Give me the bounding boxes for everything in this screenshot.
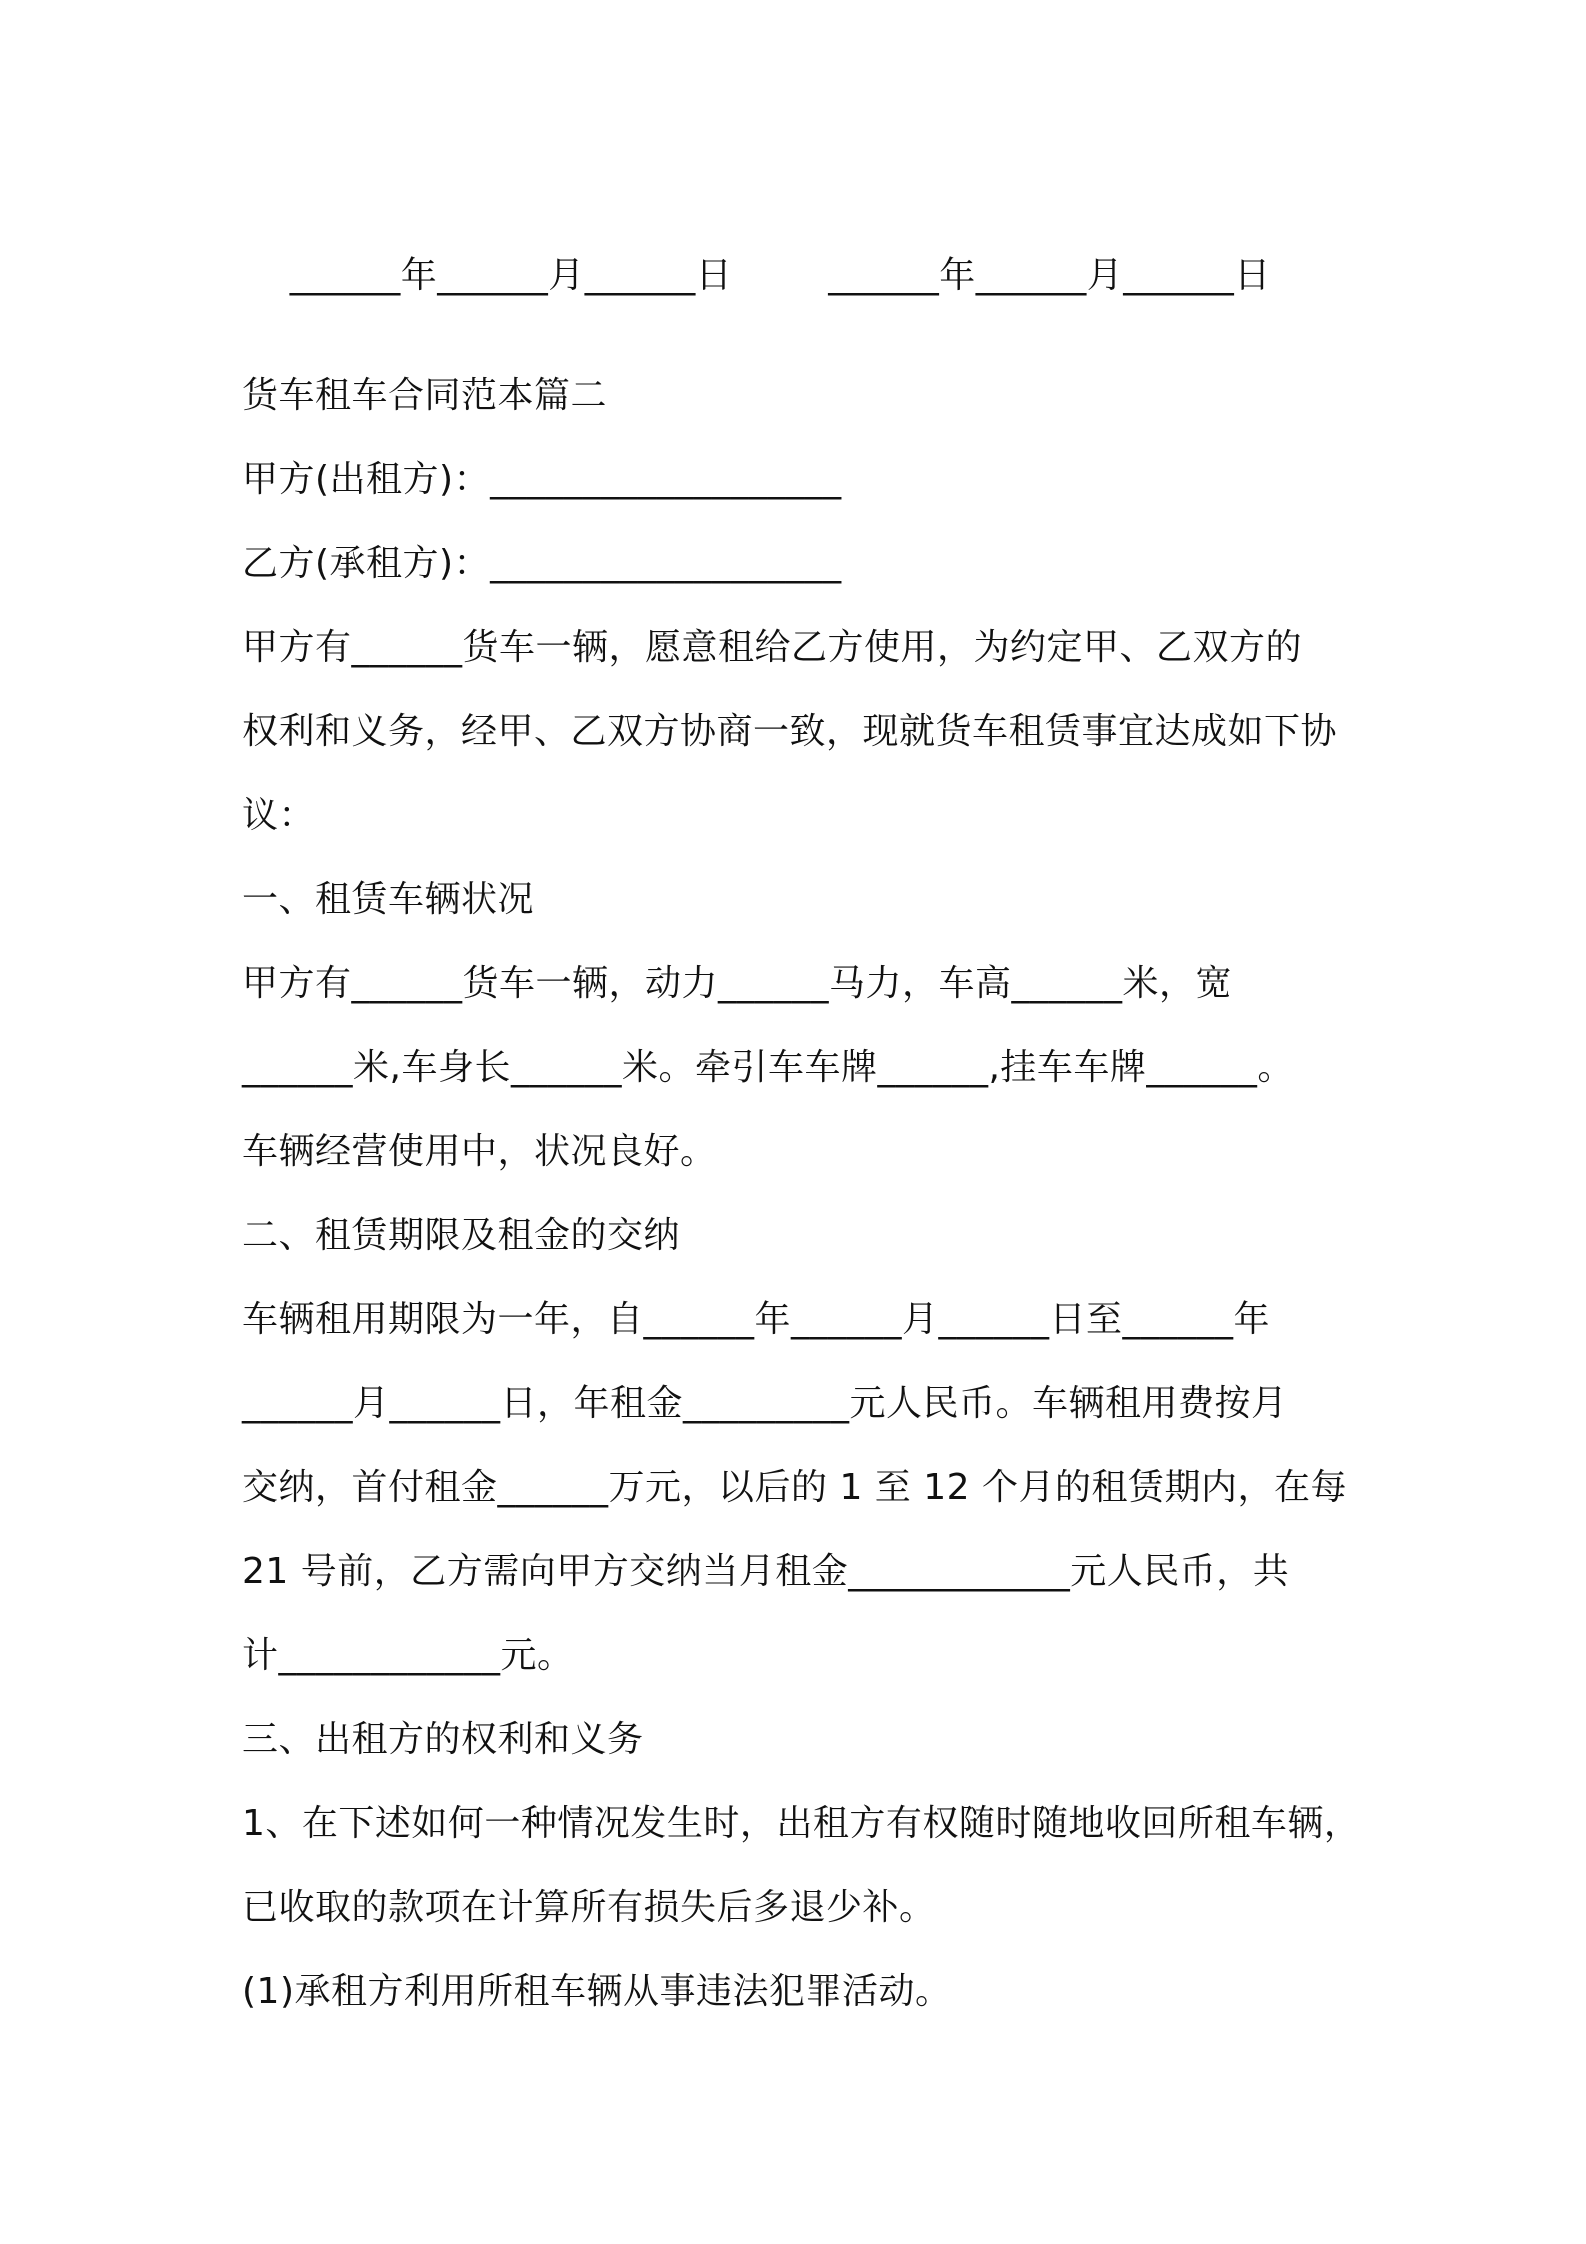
party-a-line: 甲方(出租方)：___________________ [242, 459, 842, 500]
intro-line: 权利和义务，经甲、乙双方协商一致，现就货车租赁事宜达成如下协 [242, 711, 1338, 752]
intro-line: 议： [242, 795, 316, 836]
paragraph-line: ______月______日，年租金_________元人民币。车辆租用费按月 [242, 1383, 1288, 1424]
paragraph-line: 1、在下述如何一种情况发生时，出租方有权随时随地收回所租车辆， [242, 1803, 1361, 1844]
section-heading: 三、出租方的权利和义务 [242, 1719, 644, 1760]
signature-date-row [242, 204, 1362, 348]
intro-line: 甲方有______货车一辆，愿意租给乙方使用，为约定甲、乙双方的 [242, 627, 1303, 668]
paragraph-line: 甲方有______货车一辆，动力______马力，车高______米，宽 [242, 963, 1233, 1004]
paragraph-line: 计____________元。 [242, 1635, 574, 1676]
date-right: ______年______月______日 [828, 255, 1271, 296]
paragraph-line: ______米,车身长______米。牵引车车牌______,挂车车牌______。 [242, 1047, 1294, 1088]
section-heading: 二、租赁期限及租金的交纳 [242, 1215, 681, 1256]
date-left: ______年______月______日 [289, 255, 733, 296]
paragraph-line: 已收取的款项在计算所有损失后多退少补。 [242, 1887, 936, 1928]
paragraph-line: 车辆租用期限为一年，自______年______月______日至______年 [242, 1299, 1271, 1340]
paragraph-line: 交纳，首付租金______万元，以后的 1 至 12 个月的租赁期内，在每 [242, 1467, 1347, 1508]
paragraph-line: 21 号前，乙方需向甲方交纳当月租金____________元人民币，共 [242, 1551, 1290, 1592]
section-heading: 一、租赁车辆状况 [242, 879, 535, 920]
paragraph-line: 车辆经营使用中，状况良好。 [242, 1131, 717, 1172]
paragraph-line: (1)承租方利用所租车辆从事违法犯罪活动。 [242, 1971, 952, 2012]
party-b-line: 乙方(承租方)：___________________ [242, 543, 842, 584]
document-title: 货车租车合同范本篇二 [242, 375, 608, 416]
